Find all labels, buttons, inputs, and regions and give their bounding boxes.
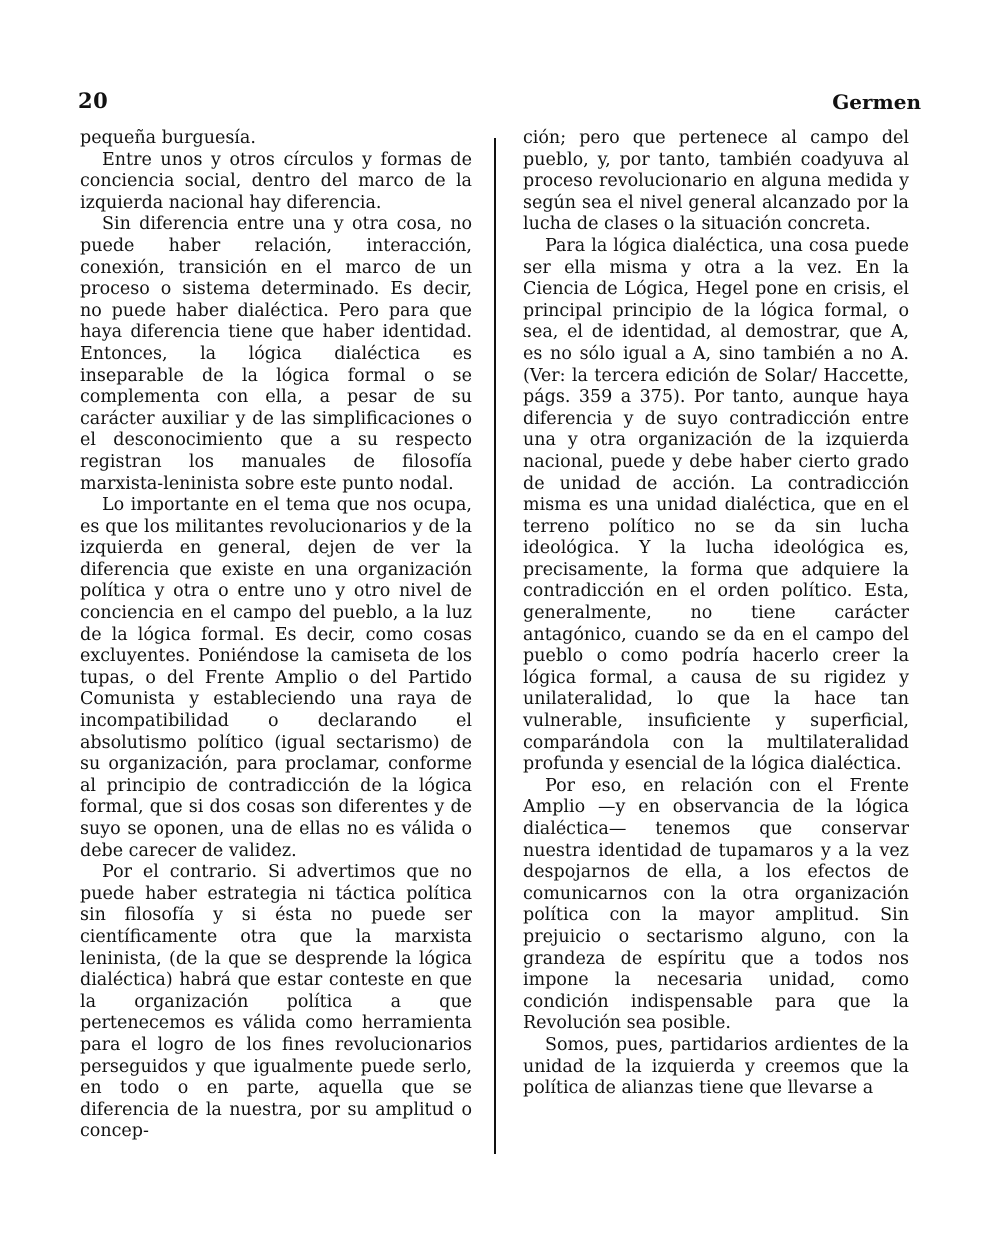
paragraph: Somos, pues, partidarios ardientes de la unidad de la izquierda y creemos que la política de alianzas tiene que llevarse a: [523, 1034, 909, 1099]
paragraph: Para la lógica dialéctica, una cosa puede ser ella misma y otra a la vez. En la Ciencia de Lógica, Hegel pone en crisis, el principal principio de la lógica formal, o sea, el de identidad, al demostrar, que A, es no sólo igual a A, sino también a no A. (Ver: la tercera edición de Solar/ Haccette, págs. 359 a 375). Por tanto, aunque haya diferencia y de suyo contradicción entre una y otra organización de la izquierda nacional, puede y debe haber cierto grado de unidad de acción. La contradicción misma es una unidad dialéctica, que en el terreno político no se da sin lucha ideológica. Y la lucha ideológica es, precisamente, la forma que adquiere la contradicción en el orden político. Esta, generalmente, no tiene carácter antagónico, cuando se da en el campo del pueblo o como podría hacerlo creer la lógica formal, a causa de su rigidez y unilateralidad, lo que la hace tan vulnerable, insuficiente y superficial, comparándola con la multilateralidad profunda y esencial de la lógica dialéctica.: [523, 235, 909, 775]
right-text-column: [523, 128, 909, 1100]
paragraph: Entre unos y otros círculos y formas de conciencia social, dentro del marco de la izquierda nacional hay diferencia.: [80, 149, 472, 213]
paragraph: pequeña burguesía.: [80, 128, 256, 148]
paragraph: Por el contrario. Si advertimos que no puede haber estrategia ni táctica política sin filosofía y si ésta no puede ser científicamente otra que la marxista leninista, (de la que se desprende la lógica dialéctica) habrá que estar conteste en que la organización política a que pertenecemos es válida como herramienta para el logro de los fines revolucionarios perseguidos y que igualmente puede serlo, en todo o en parte, aquella que se diferencia de la nuestra, por su amplitud o concep-: [80, 862, 472, 1142]
column-divider: [494, 138, 496, 1154]
left-text-column: [80, 128, 472, 1143]
paragraph: ción; pero que pertenece al campo del pueblo, y, por tanto, también coadyuva al proceso revolucionario en alguna medida y según sea el nivel general alcanzado por la lucha de clases o la situación concreta.: [523, 128, 909, 235]
page-number: 20: [78, 88, 109, 113]
running-title: Germen: [832, 90, 921, 114]
paragraph: Sin diferencia entre una y otra cosa, no puede haber relación, interacción, conexión, transición en el marco de un proceso o sistema determinado. Es decir, no puede haber dialéctica. Pero para que haya diferencia tiene que haber identidad. Entonces, la lógica dialéctica es inseparable de la lógica formal o se complementa con ella, a pesar de su carácter auxiliar y de las simplificaciones o el desconocimiento que a su respecto registran los manuales de filosofía marxista-leninista sobre este punto nodal.: [80, 214, 472, 494]
paragraph: Lo importante en el tema que nos ocupa, es que los militantes revolucionarios y de la izquierda en general, dejen de ver la diferencia que existe en una organización política y otra o entre uno y otro nivel de conciencia en el campo del pueblo, a la luz de la lógica formal. Es decir, como cosas excluyentes. Poniéndose la camiseta de los tupas, o del Frente Amplio o del Partido Comunista y estableciendo una raya de incompatibilidad o declarando el absolutismo político (igual sectarismo) de su organización, para proclamar, conforme al principio de contradicción de la lógica formal, que si dos cosas son diferentes y de suyo se oponen, una de ellas no es válida o debe carecer de validez.: [80, 495, 472, 861]
paragraph: Por eso, en relación con el Frente Amplio —y en observancia de la lógica dialéctica— tenemos que conservar nuestra identidad de tupamaros y a la vez despojarnos de ella, a los efectos de comunicarnos con la otra organización política con la mayor amplitud. Sin prejuicio o sectarismo alguno, con la grandeza de espíritu que a todos nos impone la necesaria unidad, como condición indispensable para que la Revolución sea posible.: [523, 775, 909, 1034]
